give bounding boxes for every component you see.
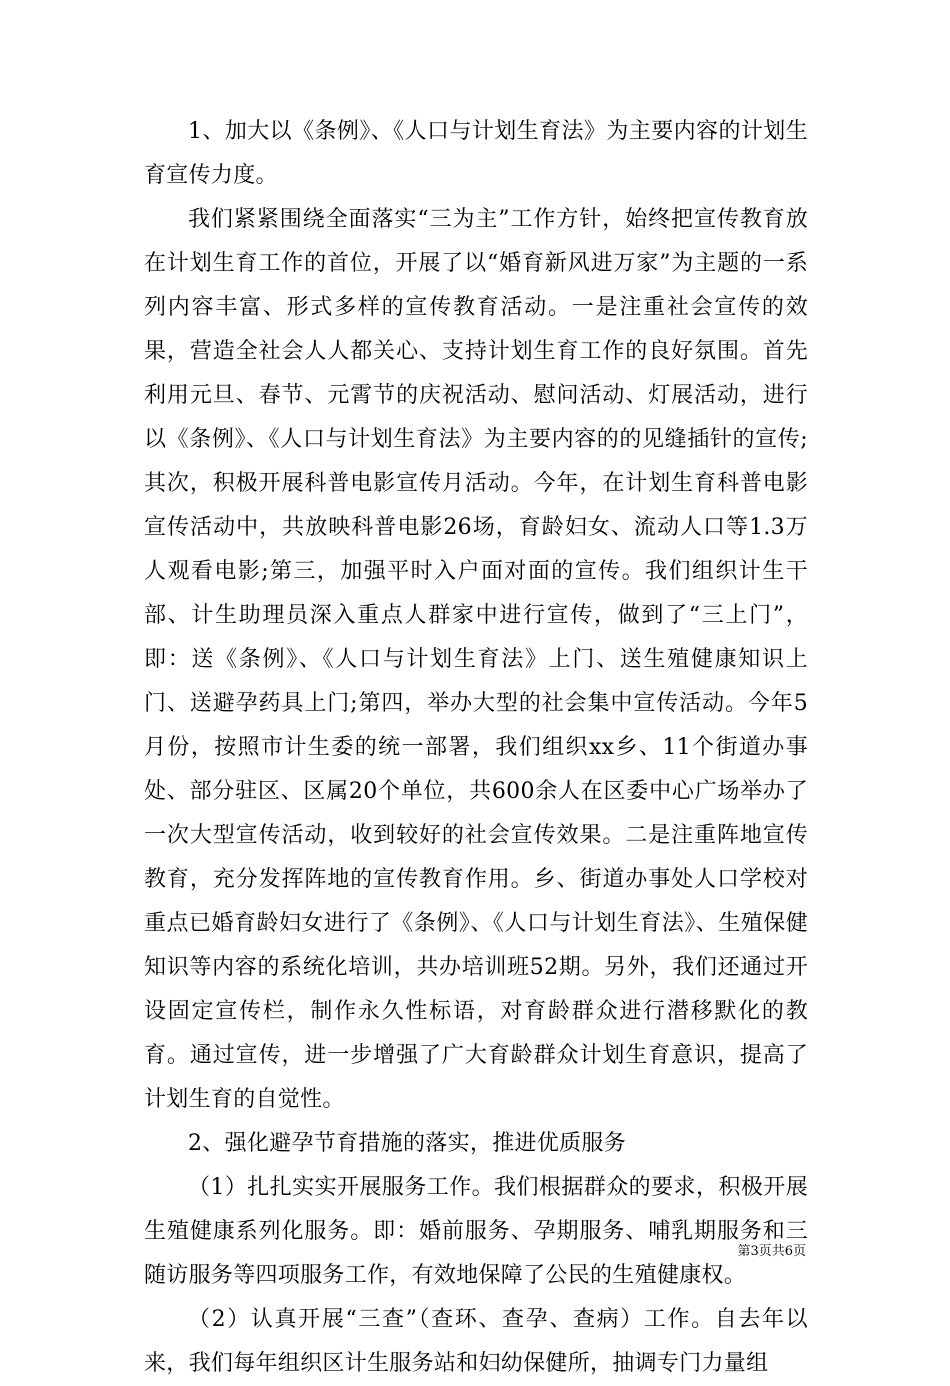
paragraph-heading-1: 1、加大以《条例》、《人口与计划生育法》为主要内容的计划生育宣传力度。 — [144, 119, 808, 188]
paragraph-heading-2: 2、强化避孕节育措施的落实，推进优质服务 — [188, 1131, 626, 1156]
paragraph-publicity: 我们紧紧围绕全面落实“三为主”工作方针，始终把宣传教育放在计划生育工作的首位，开展了以“婚育新风进万家”为主题的一系列内容丰富、形式多样的宣传教育活动。一是注重社会宣传的效果，营造全社会人人都关心、支持计划生育工作的良好氛围。首先利用元旦、春节、元霄节的庆祝活动、慰问活动、灯展活动，进行以《条例》、《人口与计划生育法》为主要内容的的见缝插针的宣传;其次，积极开展科普电影宣传月活动。今年，在计划生育科普电影宣传活动中，共放映科普电影26场，育龄妇女、流动人口等1.3万人观看电影;第三，加强平时入户面对面的宣传。我们组织计生干部、计生助理员深入重点人群家中进行宣传，做到了“三上门”，即：送《条例》、《人口与计划生育法》上门、送生殖健康知识上门、送避孕药具上门;第四，举办大型的社会集中宣传活动。今年5月份，按照市计生委的统一部署，我们组织xx乡、11个街道办事处、部分驻区、区属20个单位，共600余人在区委中心广场举办了一次大型宣传活动，收到较好的社会宣传效果。二是注重阵地宣传教育，充分发挥阵地的宣传教育作用。乡、街道办事处人口学校对重点已婚育龄妇女进行了《条例》、《人口与计划生育法》、生殖保健知识等内容的系统化培训，共办培训班52期。另外，我们还通过开设固定宣传栏，制作永久性标语，对育龄群众进行潜移默化的教育。通过宣传，进一步增强了广大育龄群众计划生育意识，提高了计划生育的自觉性。 — [144, 207, 808, 1112]
document-body — [144, 110, 808, 1386]
paragraph-service-2: （2）认真开展“三查”（查环、查孕、查病）工作。自去年以来，我们每年组织区计生服务站和妇幼保健所，抽调专门力量组 — [144, 1307, 808, 1376]
page-number: 第3页共6页 — [737, 1244, 806, 1259]
paragraph-service-1: （1）扎扎实实开展服务工作。我们根据群众的要求，积极开展生殖健康系列化服务。即：婚前服务、孕期服务、哺乳期服务和三随访服务等四项服务工作，有效地保障了公民的生殖健康权。 — [144, 1175, 808, 1288]
